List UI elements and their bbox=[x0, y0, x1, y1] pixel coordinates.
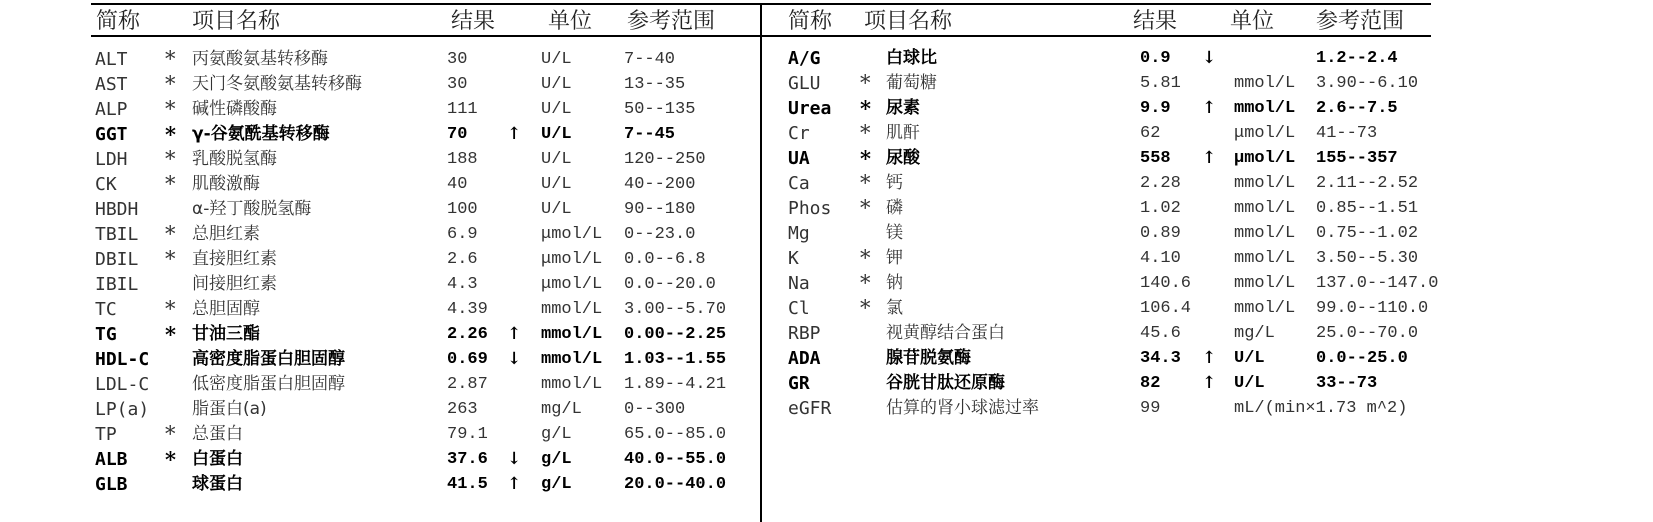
header-unit-left: 单位 bbox=[548, 9, 593, 34]
cell-unit: mmol/L bbox=[1234, 74, 1296, 93]
cell-star: * bbox=[860, 96, 871, 121]
cell-abbr: GGT bbox=[95, 124, 128, 145]
cell-flag: ↑ bbox=[507, 124, 522, 144]
cell-ref: 2.6--7.5 bbox=[1316, 99, 1398, 118]
cell-result: 30 bbox=[447, 50, 468, 69]
cell-star: * bbox=[165, 422, 176, 446]
cell-star: * bbox=[860, 271, 871, 295]
cell-star: * bbox=[165, 47, 176, 71]
result-row bbox=[788, 221, 1488, 246]
cell-abbr: Cl bbox=[788, 298, 810, 319]
cell-name: 天门冬氨酸氨基转移酶 bbox=[192, 74, 362, 94]
cell-unit: μmol/L bbox=[541, 250, 603, 269]
cell-result: 0.69 bbox=[447, 350, 488, 369]
cell-ref: 0.0--6.8 bbox=[624, 250, 706, 269]
cell-star: * bbox=[165, 72, 176, 96]
cell-abbr: TC bbox=[95, 299, 117, 320]
cell-name: 总蛋白 bbox=[192, 424, 243, 444]
cell-result: 188 bbox=[447, 150, 478, 169]
cell-abbr: K bbox=[788, 248, 799, 269]
result-row bbox=[788, 346, 1488, 371]
cell-abbr: Na bbox=[788, 273, 810, 294]
cell-unit: mmol/L bbox=[1234, 99, 1296, 118]
cell-ref: 50--135 bbox=[624, 100, 696, 119]
cell-unit: mmol/L bbox=[1234, 199, 1296, 218]
cell-star: * bbox=[165, 147, 176, 171]
result-row bbox=[95, 297, 795, 322]
cell-flag: ↓ bbox=[507, 449, 522, 469]
cell-star: * bbox=[860, 296, 871, 320]
cell-name: 钾 bbox=[886, 248, 903, 268]
header-abbr-left: 简称 bbox=[96, 9, 141, 34]
cell-unit: U/L bbox=[541, 175, 572, 194]
cell-result: 6.9 bbox=[447, 225, 478, 244]
cell-name: 腺苷脱氨酶 bbox=[886, 348, 971, 368]
cell-ref: 2.11--2.52 bbox=[1316, 174, 1419, 193]
cell-result: 263 bbox=[447, 400, 478, 419]
cell-name: 白球比 bbox=[886, 48, 937, 68]
cell-name: 镁 bbox=[886, 223, 903, 243]
result-row bbox=[95, 272, 795, 297]
cell-result: 2.87 bbox=[447, 375, 488, 394]
cell-result: 100 bbox=[447, 200, 478, 219]
cell-star: * bbox=[165, 122, 176, 147]
result-row bbox=[788, 96, 1488, 121]
cell-flag: ↑ bbox=[507, 474, 522, 494]
result-row bbox=[95, 147, 795, 172]
cell-ref: 3.90--6.10 bbox=[1316, 74, 1419, 93]
result-row bbox=[95, 97, 795, 122]
cell-name: 钠 bbox=[886, 273, 903, 293]
cell-result: 4.3 bbox=[447, 275, 478, 294]
cell-abbr: eGFR bbox=[788, 398, 832, 419]
cell-abbr: ALT bbox=[95, 49, 128, 70]
cell-flag: ↑ bbox=[507, 324, 522, 344]
cell-ref: 0--300 bbox=[624, 400, 686, 419]
cell-unit: U/L bbox=[1234, 374, 1265, 393]
cell-unit: mg/L bbox=[541, 400, 582, 419]
cell-result: 0.9 bbox=[1140, 49, 1171, 68]
cell-unit: U/L bbox=[541, 200, 572, 219]
cell-ref: 155--357 bbox=[1316, 149, 1398, 168]
result-row bbox=[95, 447, 795, 472]
cell-ref: 1.89--4.21 bbox=[624, 375, 727, 394]
cell-result: 2.6 bbox=[447, 250, 478, 269]
cell-ref: 137.0--147.0 bbox=[1316, 274, 1439, 293]
cell-name: 低密度脂蛋白胆固醇 bbox=[192, 374, 345, 394]
cell-result: 82 bbox=[1140, 374, 1161, 393]
cell-name: 肌酸激酶 bbox=[192, 174, 260, 194]
result-row bbox=[95, 322, 795, 347]
cell-result: 40 bbox=[447, 175, 468, 194]
result-row bbox=[788, 296, 1488, 321]
cell-abbr: Urea bbox=[788, 98, 832, 119]
cell-result: 2.28 bbox=[1140, 174, 1181, 193]
cell-star: * bbox=[860, 171, 871, 195]
cell-name: α-羟丁酸脱氢酶 bbox=[192, 199, 312, 219]
cell-abbr: CK bbox=[95, 174, 117, 195]
cell-name: 丙氨酸氨基转移酶 bbox=[192, 49, 328, 69]
cell-result: 9.9 bbox=[1140, 99, 1171, 118]
cell-abbr: GR bbox=[788, 373, 810, 394]
result-row bbox=[788, 371, 1488, 396]
result-row bbox=[788, 121, 1488, 146]
cell-ref: 33--73 bbox=[1316, 374, 1378, 393]
result-row bbox=[788, 271, 1488, 296]
cell-result: 45.6 bbox=[1140, 324, 1181, 343]
cell-result: 5.81 bbox=[1140, 74, 1181, 93]
cell-unit: mg/L bbox=[1234, 324, 1275, 343]
cell-name: 总胆固醇 bbox=[192, 299, 260, 319]
cell-unit: mmol/L bbox=[1234, 174, 1296, 193]
result-row bbox=[788, 321, 1488, 346]
cell-name: 谷胱甘肽还原酶 bbox=[886, 373, 1005, 393]
header-bottom-rule-left bbox=[91, 35, 761, 37]
cell-abbr: UA bbox=[788, 148, 810, 169]
cell-unit: mmol/L bbox=[1234, 224, 1296, 243]
result-row bbox=[95, 72, 795, 97]
cell-abbr: IBIL bbox=[95, 274, 139, 295]
result-row bbox=[788, 246, 1488, 271]
cell-result: 111 bbox=[447, 100, 478, 119]
cell-unit: U/L bbox=[541, 125, 572, 144]
result-row bbox=[788, 196, 1488, 221]
cell-unit: mmol/L bbox=[1234, 299, 1296, 318]
cell-result: 558 bbox=[1140, 149, 1171, 168]
cell-abbr: LDL-C bbox=[95, 374, 150, 395]
cell-unit: mmol/L bbox=[541, 300, 603, 319]
header-name-left: 项目名称 bbox=[192, 9, 281, 34]
cell-abbr: A/G bbox=[788, 48, 821, 69]
cell-star: * bbox=[165, 222, 176, 246]
cell-ref: 0.0--20.0 bbox=[624, 275, 716, 294]
cell-abbr: Mg bbox=[788, 223, 810, 244]
cell-name: γ-谷氨酰基转移酶 bbox=[192, 124, 330, 144]
cell-name: 肌酐 bbox=[886, 123, 920, 143]
cell-ref: 99.0--110.0 bbox=[1316, 299, 1429, 318]
cell-name: 尿素 bbox=[886, 98, 920, 118]
cell-star: * bbox=[165, 322, 176, 347]
cell-unit: mmol/L bbox=[1234, 274, 1296, 293]
cell-unit: U/L bbox=[541, 75, 572, 94]
cell-ref: 25.0--70.0 bbox=[1316, 324, 1419, 343]
cell-result: 70 bbox=[447, 125, 468, 144]
cell-result: 0.89 bbox=[1140, 224, 1181, 243]
header-ref-right: 参考范围 bbox=[1316, 9, 1405, 34]
cell-star: * bbox=[860, 71, 871, 95]
result-row bbox=[95, 397, 795, 422]
result-row bbox=[95, 247, 795, 272]
cell-star: * bbox=[165, 247, 176, 271]
cell-result: 62 bbox=[1140, 124, 1161, 143]
cell-unit: U/L bbox=[541, 150, 572, 169]
cell-ref: 13--35 bbox=[624, 75, 686, 94]
cell-result: 140.6 bbox=[1140, 274, 1192, 293]
cell-unit: g/L bbox=[541, 450, 572, 469]
cell-unit: μmol/L bbox=[541, 225, 603, 244]
cell-result: 1.02 bbox=[1140, 199, 1181, 218]
result-row bbox=[95, 422, 795, 447]
cell-result: 30 bbox=[447, 75, 468, 94]
header-result-right: 结果 bbox=[1133, 9, 1178, 34]
result-row bbox=[95, 47, 795, 72]
cell-unit: μmol/L bbox=[1234, 124, 1296, 143]
result-row bbox=[788, 171, 1488, 196]
result-row bbox=[95, 372, 795, 397]
cell-name: 钙 bbox=[886, 173, 903, 193]
cell-name: 总胆红素 bbox=[192, 224, 260, 244]
cell-flag: ↑ bbox=[1202, 373, 1217, 393]
cell-ref: 3.00--5.70 bbox=[624, 300, 727, 319]
cell-abbr: Ca bbox=[788, 173, 810, 194]
cell-unit: μmol/L bbox=[1234, 149, 1296, 168]
cell-name: 直接胆红素 bbox=[192, 249, 277, 269]
cell-ref: 0.75--1.02 bbox=[1316, 224, 1419, 243]
cell-ref: 90--180 bbox=[624, 200, 696, 219]
cell-ref: 0.0--25.0 bbox=[1316, 349, 1408, 368]
cell-name: 磷 bbox=[886, 198, 903, 218]
cell-result: 41.5 bbox=[447, 475, 488, 494]
result-row bbox=[95, 172, 795, 197]
cell-star: * bbox=[860, 121, 871, 145]
cell-abbr: HDL-C bbox=[95, 349, 150, 370]
cell-ref: 20.0--40.0 bbox=[624, 475, 727, 494]
cell-name: 甘油三酯 bbox=[192, 324, 260, 344]
cell-unit: mmol/L bbox=[541, 350, 603, 369]
cell-name: 氯 bbox=[886, 298, 903, 318]
result-row bbox=[788, 396, 1488, 421]
result-row bbox=[788, 71, 1488, 96]
cell-result: 4.10 bbox=[1140, 249, 1181, 268]
cell-name: 间接胆红素 bbox=[192, 274, 277, 294]
cell-abbr: ALB bbox=[95, 449, 128, 470]
cell-star: * bbox=[165, 447, 176, 472]
cell-ref: 41--73 bbox=[1316, 124, 1378, 143]
cell-ref: 7--45 bbox=[624, 125, 676, 144]
cell-abbr: LDH bbox=[95, 149, 128, 170]
cell-ref: 1.03--1.55 bbox=[624, 350, 727, 369]
cell-unit: g/L bbox=[541, 475, 572, 494]
cell-unit: mL/(min×1.73 m^2) bbox=[1234, 399, 1408, 418]
cell-unit: μmol/L bbox=[541, 275, 603, 294]
cell-ref: 3.50--5.30 bbox=[1316, 249, 1419, 268]
cell-ref: 7--40 bbox=[624, 50, 676, 69]
cell-flag: ↑ bbox=[1202, 348, 1217, 368]
cell-abbr: DBIL bbox=[95, 249, 139, 270]
header-name-right: 项目名称 bbox=[864, 9, 953, 34]
header-bottom-rule-right bbox=[762, 35, 1431, 37]
cell-result: 79.1 bbox=[447, 425, 488, 444]
cell-result: 37.6 bbox=[447, 450, 488, 469]
result-row bbox=[788, 146, 1488, 171]
cell-abbr: Phos bbox=[788, 198, 832, 219]
cell-flag: ↑ bbox=[1202, 98, 1217, 118]
cell-name: 脂蛋白(a) bbox=[192, 399, 267, 419]
cell-abbr: TP bbox=[95, 424, 117, 445]
cell-name: 视黄醇结合蛋白 bbox=[886, 323, 1005, 343]
cell-star: * bbox=[165, 297, 176, 321]
cell-ref: 0.85--1.51 bbox=[1316, 199, 1419, 218]
cell-ref: 1.2--2.4 bbox=[1316, 49, 1398, 68]
cell-abbr: Cr bbox=[788, 123, 810, 144]
cell-abbr: ADA bbox=[788, 348, 821, 369]
cell-unit: mmol/L bbox=[541, 375, 603, 394]
cell-name: 乳酸脱氢酶 bbox=[192, 149, 277, 169]
header-abbr-right: 简称 bbox=[788, 9, 833, 34]
result-row bbox=[95, 347, 795, 372]
cell-abbr: ALP bbox=[95, 99, 128, 120]
cell-abbr: HBDH bbox=[95, 199, 139, 220]
cell-unit: U/L bbox=[541, 50, 572, 69]
cell-unit: mmol/L bbox=[541, 325, 603, 344]
cell-name: 估算的肾小球滤过率 bbox=[886, 398, 1039, 418]
cell-abbr: TG bbox=[95, 324, 117, 345]
cell-flag: ↓ bbox=[1202, 48, 1217, 68]
cell-abbr: TBIL bbox=[95, 224, 139, 245]
cell-unit: mmol/L bbox=[1234, 249, 1296, 268]
result-row bbox=[95, 122, 795, 147]
result-row bbox=[95, 222, 795, 247]
cell-ref: 40.0--55.0 bbox=[624, 450, 727, 469]
cell-flag: ↓ bbox=[507, 349, 522, 369]
cell-star: * bbox=[860, 146, 871, 171]
cell-name: 白蛋白 bbox=[192, 449, 243, 469]
cell-abbr: LP(a) bbox=[95, 399, 150, 420]
cell-ref: 0.00--2.25 bbox=[624, 325, 727, 344]
cell-ref: 65.0--85.0 bbox=[624, 425, 727, 444]
cell-star: * bbox=[165, 97, 176, 121]
cell-abbr: GLB bbox=[95, 474, 128, 495]
cell-abbr: AST bbox=[95, 74, 128, 95]
cell-result: 2.26 bbox=[447, 325, 488, 344]
cell-result: 106.4 bbox=[1140, 299, 1192, 318]
cell-unit: g/L bbox=[541, 425, 572, 444]
cell-star: * bbox=[165, 172, 176, 196]
result-row bbox=[95, 197, 795, 222]
cell-star: * bbox=[860, 246, 871, 270]
cell-name: 葡萄糖 bbox=[886, 73, 937, 93]
cell-ref: 120--250 bbox=[624, 150, 706, 169]
cell-abbr: RBP bbox=[788, 323, 821, 344]
cell-flag: ↑ bbox=[1202, 148, 1217, 168]
cell-result: 4.39 bbox=[447, 300, 488, 319]
cell-unit: U/L bbox=[1234, 349, 1265, 368]
cell-name: 高密度脂蛋白胆固醇 bbox=[192, 349, 345, 369]
cell-name: 碱性磷酸酶 bbox=[192, 99, 277, 119]
cell-name: 球蛋白 bbox=[192, 474, 243, 494]
cell-ref: 40--200 bbox=[624, 175, 696, 194]
cell-unit: U/L bbox=[541, 100, 572, 119]
header-ref-left: 参考范围 bbox=[627, 9, 716, 34]
cell-abbr: GLU bbox=[788, 73, 821, 94]
result-row bbox=[788, 46, 1488, 71]
result-row bbox=[95, 472, 795, 497]
cell-result: 99 bbox=[1140, 399, 1161, 418]
cell-name: 尿酸 bbox=[886, 148, 920, 168]
header-result-left: 结果 bbox=[451, 9, 496, 34]
cell-result: 34.3 bbox=[1140, 349, 1181, 368]
cell-star: * bbox=[860, 196, 871, 220]
cell-ref: 0--23.0 bbox=[624, 225, 696, 244]
header-unit-right: 单位 bbox=[1230, 9, 1275, 34]
